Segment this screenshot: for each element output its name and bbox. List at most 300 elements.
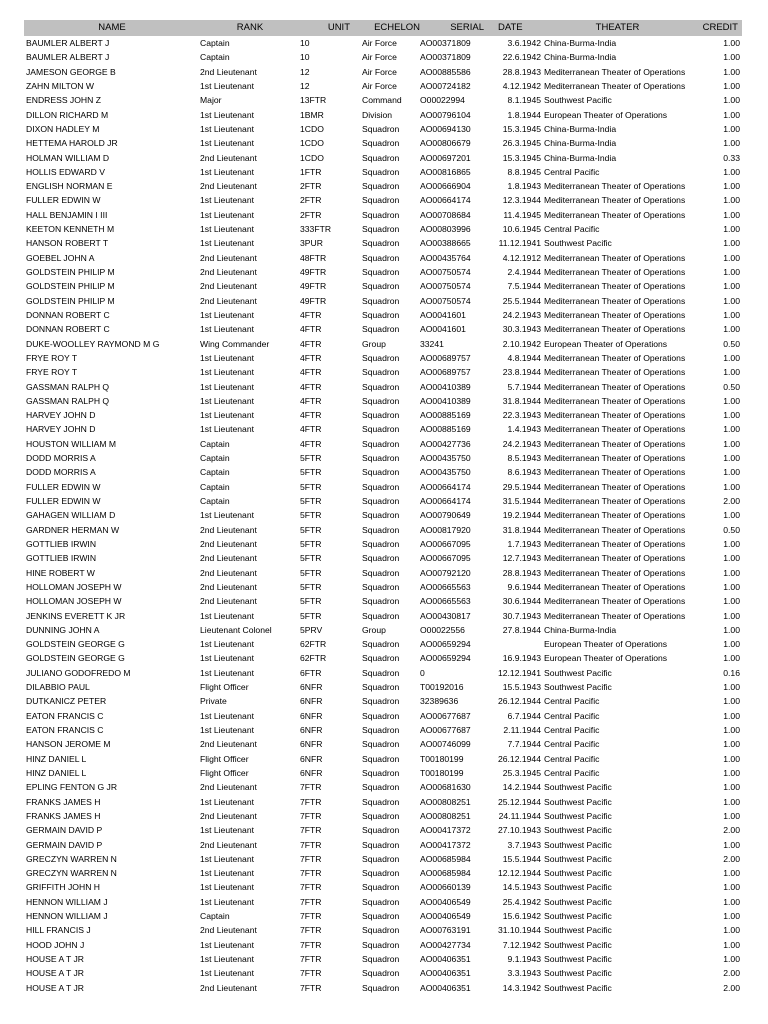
cell-serial: AO00697201: [420, 152, 471, 163]
table-row: [24, 637, 742, 651]
cell-rank: 1st Lieutenant: [200, 166, 254, 177]
cell-credit: 1.00: [723, 367, 740, 378]
table-row: [24, 50, 742, 64]
cell-serial: AO00746099: [420, 739, 471, 750]
cell-unit: 6NFR: [300, 725, 323, 735]
cell-credit: 1.00: [723, 467, 740, 478]
cell-date: 27.10.1943: [497, 825, 541, 836]
cell-echelon: Squadron: [362, 639, 400, 650]
cell-theater: Mediterranean Theater of Operations: [544, 467, 686, 478]
cell-rank: 1st Lieutenant: [200, 309, 254, 320]
cell-credit: 1.00: [723, 410, 740, 421]
cell-name: HOOD JOHN J: [26, 939, 85, 950]
cell-serial: AO0041601: [420, 309, 466, 320]
cell-name: KEETON KENNETH M: [26, 224, 115, 235]
cell-date: 14.3.1942: [502, 982, 541, 993]
cell-unit: 1CDO: [300, 138, 324, 149]
cell-date: 16.9.1943: [502, 653, 541, 664]
cell-credit: 0.16: [723, 667, 740, 678]
cell-serial: AO00885586: [420, 66, 471, 77]
cell-echelon: Squadron: [362, 295, 400, 306]
cell-serial: AO00410389: [420, 381, 471, 392]
cell-echelon: Squadron: [362, 782, 400, 793]
cell-theater: Southwest Pacific: [544, 911, 612, 922]
cell-serial: 0: [420, 667, 425, 678]
cell-rank: 2nd Lieutenant: [200, 281, 257, 292]
cell-name: DUTKANICZ PETER: [26, 696, 107, 707]
cell-credit: 1.00: [723, 567, 740, 578]
cell-date: 23.8.1944: [502, 367, 541, 378]
table-row: [24, 551, 742, 565]
cell-serial: T00180199: [420, 753, 464, 764]
cell-date: 3.6.1942: [507, 38, 541, 48]
cell-credit: 1.00: [723, 839, 740, 850]
cell-name: BAUMLER ALBERT J: [26, 52, 110, 63]
cell-date: 15.5.1943: [502, 682, 541, 693]
cell-serial: AO00677687: [420, 710, 471, 721]
cell-rank: 1st Lieutenant: [200, 123, 254, 134]
cell-theater: Southwest Pacific: [544, 896, 612, 907]
cell-serial: AO00750574: [420, 267, 471, 277]
cell-rank: Wing Commander: [200, 338, 270, 349]
cell-echelon: Air Force: [362, 80, 397, 91]
cell-date: 19.2.1944: [502, 510, 541, 521]
cell-theater: Southwest Pacific: [544, 882, 612, 893]
cell-theater: Mediterranean Theater of Operations: [544, 410, 686, 421]
cell-serial: AO00664174: [420, 496, 471, 506]
cell-echelon: Squadron: [362, 352, 400, 363]
cell-name: HOUSE A T JR: [26, 982, 84, 993]
table-row: [24, 566, 742, 580]
cell-echelon: Squadron: [362, 710, 400, 721]
cell-serial: AO00750574: [420, 281, 471, 292]
cell-name: DONNAN ROBERT C: [26, 324, 110, 335]
cell-date: 25.12.1944: [497, 796, 541, 807]
cell-theater: Central Pacific: [544, 753, 600, 764]
table-row: [24, 380, 742, 394]
cell-name: JENKINS EVERETT K JR: [26, 610, 126, 621]
cell-date: 9.1.1943: [507, 954, 541, 964]
cell-date: 6.7.1944: [507, 710, 541, 721]
table-row: [24, 651, 742, 665]
cell-serial: AO00885169: [420, 410, 471, 421]
cell-date: 1.4.1943: [507, 424, 541, 435]
cell-rank: 2nd Lieutenant: [200, 925, 257, 936]
cell-serial: AO00685984: [420, 868, 471, 879]
cell-theater: Central Pacific: [544, 224, 600, 235]
cell-credit: 1.00: [723, 725, 740, 735]
cell-theater: China-Burma-India: [544, 138, 617, 149]
cell-rank: 1st Lieutenant: [200, 639, 254, 650]
cell-name: DUKE-WOOLLEY RAYMOND M G: [26, 338, 160, 349]
cell-date: 8.5.1943: [507, 453, 541, 464]
table-row: [24, 594, 742, 608]
table-row: [24, 880, 742, 894]
table-row: [24, 780, 742, 794]
cell-credit: 1.00: [723, 624, 740, 635]
cell-credit: 1.00: [723, 195, 740, 206]
cell-unit: 5FTR: [300, 510, 322, 521]
cell-theater: Mediterranean Theater of Operations: [544, 567, 686, 578]
table-row: [24, 79, 742, 93]
cell-theater: Mediterranean Theater of Operations: [544, 181, 686, 192]
cell-serial: AO00808251: [420, 810, 471, 821]
cell-name: ENDRESS JOHN Z: [26, 95, 101, 106]
cell-rank: Captain: [200, 496, 230, 506]
cell-rank: Flight Officer: [200, 682, 249, 693]
cell-theater: Mediterranean Theater of Operations: [544, 195, 686, 206]
cell-theater: Mediterranean Theater of Operations: [544, 295, 686, 306]
cell-rank: 1st Lieutenant: [200, 610, 254, 621]
cell-name: GASSMAN RALPH Q: [26, 395, 110, 406]
cell-credit: 1.00: [723, 653, 740, 664]
cell-name: HILL FRANCIS J: [26, 925, 91, 936]
cell-name: HENNON WILLIAM J: [26, 896, 108, 907]
cell-name: FRYE ROY T: [26, 367, 78, 378]
cell-unit: 4FTR: [300, 381, 322, 392]
table-row: [24, 866, 742, 880]
cell-date: 11.12.1941: [498, 238, 541, 249]
cell-theater: Central Pacific: [544, 166, 600, 177]
cell-credit: 1.00: [723, 281, 740, 292]
cell-echelon: Squadron: [362, 209, 400, 220]
cell-credit: 1.00: [723, 696, 740, 707]
cell-name: DUNNING JOHN A: [26, 624, 100, 635]
cell-theater: European Theater of Operations: [544, 338, 668, 349]
table-row: [24, 766, 742, 780]
cell-serial: AO00406549: [420, 911, 471, 922]
cell-unit: 6NFR: [300, 739, 323, 750]
cell-name: EATON FRANCIS C: [26, 725, 104, 735]
cell-credit: 1.00: [723, 438, 740, 449]
cell-unit: 5FTR: [300, 481, 322, 492]
cell-unit: 4FTR: [300, 338, 322, 349]
cell-date: 30.7.1943: [502, 610, 541, 621]
cell-unit: 4FTR: [300, 395, 322, 406]
cell-name: GRECZYN WARREN N: [26, 868, 117, 879]
cell-theater: Southwest Pacific: [544, 954, 612, 964]
cell-echelon: Squadron: [362, 481, 400, 492]
cell-credit: 1.00: [723, 66, 740, 77]
cell-name: HANSON ROBERT T: [26, 238, 109, 249]
cell-date: 4.12.1912: [502, 252, 541, 263]
cell-serial: AO00659294: [420, 639, 471, 650]
cell-serial: AO00816865: [420, 166, 471, 177]
cell-rank: 1st Lieutenant: [200, 710, 254, 721]
cell-rank: 2nd Lieutenant: [200, 596, 257, 607]
cell-date: 12.3.1944: [502, 195, 541, 206]
cell-date: 27.8.1944: [502, 624, 541, 635]
cell-theater: Mediterranean Theater of Operations: [544, 209, 686, 220]
table-row: [24, 752, 742, 766]
cell-serial: AO00435764: [420, 252, 471, 263]
cell-name: JULIANO GODOFREDO M: [26, 667, 131, 678]
cell-serial: AO00427734: [420, 939, 471, 950]
table-row: [24, 465, 742, 479]
cell-credit: 1.00: [723, 181, 740, 192]
cell-rank: Flight Officer: [200, 767, 249, 778]
cell-unit: 5FTR: [300, 467, 322, 478]
credits-table: [24, 20, 742, 995]
cell-echelon: Squadron: [362, 381, 400, 392]
cell-name: DODD MORRIS A: [26, 453, 96, 464]
column-header-serial: SERIAL: [450, 22, 484, 33]
cell-echelon: Squadron: [362, 939, 400, 950]
cell-theater: Mediterranean Theater of Operations: [544, 367, 686, 378]
cell-date: 1.8.1943: [507, 181, 541, 192]
cell-date: 2.11.1944: [503, 725, 541, 735]
cell-name: FULLER EDWIN W: [26, 496, 101, 506]
cell-echelon: Squadron: [362, 954, 400, 964]
cell-name: FRANKS JAMES H: [26, 810, 101, 821]
table-row: [24, 36, 742, 50]
cell-serial: AO00694130: [420, 123, 471, 134]
cell-echelon: Command: [362, 95, 402, 106]
cell-theater: Southwest Pacific: [544, 238, 612, 249]
cell-rank: 1st Lieutenant: [200, 367, 254, 378]
cell-rank: 1st Lieutenant: [200, 796, 254, 807]
cell-credit: 1.00: [723, 682, 740, 693]
cell-serial: AO00665563: [420, 596, 471, 607]
cell-credit: 1.00: [723, 639, 740, 650]
column-header-credit: CREDIT: [702, 22, 738, 33]
cell-echelon: Squadron: [362, 395, 400, 406]
table-row: [24, 351, 742, 365]
cell-serial: AO00388665: [420, 238, 471, 249]
cell-theater: Mediterranean Theater of Operations: [544, 524, 686, 535]
cell-credit: 1.00: [723, 954, 740, 964]
cell-echelon: Squadron: [362, 596, 400, 607]
cell-name: GOLDSTEIN GEORGE G: [26, 653, 125, 664]
table-row: [24, 580, 742, 594]
cell-date: 15.5.1944: [502, 853, 541, 864]
cell-serial: AO00664174: [420, 481, 471, 492]
cell-echelon: Squadron: [362, 367, 400, 378]
cell-name: JAMESON GEORGE B: [26, 66, 116, 77]
cell-rank: 2nd Lieutenant: [200, 252, 257, 263]
cell-unit: 12: [300, 66, 310, 77]
table-row: [24, 909, 742, 923]
cell-unit: 4FTR: [300, 424, 322, 435]
cell-date: 15.6.1942: [502, 911, 541, 922]
cell-echelon: Squadron: [362, 610, 400, 621]
cell-credit: 0.50: [723, 381, 740, 392]
cell-rank: 2nd Lieutenant: [200, 839, 257, 850]
cell-date: 2.10.1942: [502, 338, 541, 349]
cell-serial: O00022994: [420, 95, 465, 106]
table-row: [24, 65, 742, 79]
cell-date: 30.3.1943: [502, 324, 541, 335]
cell-echelon: Squadron: [362, 224, 400, 235]
cell-echelon: Squadron: [362, 982, 400, 993]
cell-serial: AO00796104: [420, 109, 471, 120]
cell-date: 31.5.1944: [502, 496, 541, 506]
cell-unit: 4FTR: [300, 367, 322, 378]
cell-credit: 1.00: [723, 209, 740, 220]
cell-date: 11.4.1945: [503, 209, 541, 220]
cell-echelon: Squadron: [362, 868, 400, 879]
cell-rank: 2nd Lieutenant: [200, 553, 257, 564]
cell-echelon: Squadron: [362, 438, 400, 449]
cell-theater: Mediterranean Theater of Operations: [544, 352, 686, 363]
cell-date: 4.8.1944: [507, 352, 541, 363]
cell-rank: 1st Lieutenant: [200, 510, 254, 521]
cell-name: HINZ DANIEL L: [26, 753, 87, 764]
cell-echelon: Squadron: [362, 467, 400, 478]
cell-echelon: Squadron: [362, 882, 400, 893]
table-row: [24, 737, 742, 751]
cell-credit: 2.00: [723, 968, 740, 979]
cell-echelon: Squadron: [362, 238, 400, 249]
cell-echelon: Division: [362, 109, 393, 120]
cell-echelon: Squadron: [362, 553, 400, 564]
cell-date: 3.3.1943: [507, 968, 541, 979]
cell-name: ZAHN MILTON W: [26, 80, 94, 91]
cell-echelon: Squadron: [362, 152, 400, 163]
cell-serial: AO00750574: [420, 295, 471, 306]
cell-name: HINE ROBERT W: [26, 567, 95, 578]
cell-theater: China-Burma-India: [544, 123, 617, 134]
cell-date: 8.8.1945: [507, 166, 541, 177]
cell-date: 31.8.1944: [502, 524, 541, 535]
cell-echelon: Squadron: [362, 181, 400, 192]
cell-name: FULLER EDWIN W: [26, 481, 101, 492]
cell-theater: Mediterranean Theater of Operations: [544, 424, 686, 435]
cell-echelon: Squadron: [362, 324, 400, 335]
cell-echelon: Squadron: [362, 810, 400, 821]
cell-theater: Mediterranean Theater of Operations: [544, 267, 686, 277]
cell-serial: AO00660139: [420, 882, 471, 893]
cell-name: HARVEY JOHN D: [26, 410, 96, 421]
cell-unit: 7FTR: [300, 825, 322, 836]
cell-name: GOTTLIEB IRWIN: [26, 538, 97, 549]
cell-date: 25.5.1944: [502, 295, 541, 306]
table-row: [24, 852, 742, 866]
cell-date: 8.1.1945: [507, 95, 541, 106]
cell-echelon: Squadron: [362, 281, 400, 292]
cell-echelon: Squadron: [362, 166, 400, 177]
cell-credit: 1.00: [723, 796, 740, 807]
cell-theater: Mediterranean Theater of Operations: [544, 309, 686, 320]
cell-echelon: Squadron: [362, 123, 400, 134]
cell-unit: 6NFR: [300, 767, 323, 778]
cell-serial: AO00430817: [420, 610, 471, 621]
cell-credit: 1.00: [723, 238, 740, 249]
cell-rank: 1st Lieutenant: [200, 853, 254, 864]
cell-date: 24.11.1944: [498, 810, 541, 821]
cell-credit: 1.00: [723, 925, 740, 936]
cell-name: HANSON JEROME M: [26, 739, 111, 750]
cell-name: GOEBEL JOHN A: [26, 252, 95, 263]
cell-unit: 4FTR: [300, 309, 322, 320]
cell-credit: 1.00: [723, 510, 740, 521]
cell-unit: 333FTR: [300, 224, 332, 235]
cell-theater: Southwest Pacific: [544, 810, 612, 821]
cell-rank: Captain: [200, 52, 230, 63]
cell-unit: 5FTR: [300, 610, 322, 621]
cell-unit: 7FTR: [300, 954, 322, 964]
cell-unit: 4FTR: [300, 438, 322, 449]
cell-serial: AO00659294: [420, 653, 471, 664]
cell-unit: 7FTR: [300, 810, 322, 821]
cell-theater: Southwest Pacific: [544, 95, 612, 106]
cell-unit: 6FTR: [300, 667, 322, 678]
cell-unit: 7FTR: [300, 796, 322, 807]
cell-unit: 7FTR: [300, 782, 322, 793]
cell-rank: 1st Lieutenant: [200, 653, 254, 664]
cell-credit: 1.00: [723, 896, 740, 907]
cell-rank: 1st Lieutenant: [200, 109, 254, 120]
cell-theater: China-Burma-India: [544, 624, 617, 635]
cell-date: 7.12.1942: [502, 939, 541, 950]
cell-theater: China-Burma-India: [544, 52, 617, 63]
cell-name: FRYE ROY T: [26, 352, 78, 363]
cell-serial: AO00406351: [420, 982, 471, 993]
cell-rank: Captain: [200, 38, 230, 48]
cell-credit: 1.00: [723, 782, 740, 793]
cell-theater: Mediterranean Theater of Operations: [544, 252, 686, 263]
cell-date: 7.5.1944: [507, 281, 541, 292]
cell-serial: 33241: [420, 338, 444, 349]
column-header-date: DATE: [498, 22, 523, 33]
cell-unit: 12: [300, 80, 310, 91]
cell-name: FRANKS JAMES H: [26, 796, 101, 807]
table-row: [24, 193, 742, 207]
cell-date: 22.6.1942: [502, 52, 541, 63]
table-row: [24, 365, 742, 379]
cell-date: 25.4.1942: [502, 896, 541, 907]
cell-serial: AO00410389: [420, 395, 471, 406]
cell-unit: 7FTR: [300, 882, 322, 893]
cell-theater: China-Burma-India: [544, 152, 617, 163]
cell-unit: 10: [300, 38, 310, 48]
cell-name: EPLING FENTON G JR: [26, 782, 118, 793]
cell-credit: 1.00: [723, 52, 740, 63]
cell-theater: Mediterranean Theater of Operations: [544, 438, 686, 449]
cell-echelon: Group: [362, 338, 386, 349]
cell-serial: AO00371809: [420, 52, 471, 63]
cell-credit: 1.00: [723, 481, 740, 492]
cell-unit: 2FTR: [300, 209, 322, 220]
cell-name: ENGLISH NORMAN E: [26, 181, 113, 192]
cell-name: GRIFFITH JOHN H: [26, 882, 100, 893]
cell-echelon: Squadron: [362, 767, 400, 778]
cell-name: GAHAGEN WILLIAM D: [26, 510, 116, 521]
column-header-theater: THEATER: [595, 22, 640, 33]
table-row: [24, 966, 742, 980]
cell-credit: 1.00: [723, 95, 740, 106]
cell-serial: AO00763191: [420, 925, 471, 936]
cell-serial: AO00427736: [420, 438, 471, 449]
table-row: [24, 122, 742, 136]
cell-echelon: Squadron: [362, 309, 400, 320]
cell-credit: 1.00: [723, 295, 740, 306]
cell-unit: 62FTR: [300, 639, 327, 650]
cell-theater: Mediterranean Theater of Operations: [544, 381, 686, 392]
cell-rank: 1st Lieutenant: [200, 825, 254, 836]
cell-unit: 4FTR: [300, 410, 322, 421]
cell-credit: 2.00: [723, 982, 740, 993]
cell-date: 31.10.1944: [497, 925, 541, 936]
cell-unit: 5FTR: [300, 596, 322, 607]
cell-name: HARVEY JOHN D: [26, 424, 96, 435]
table-row: [24, 136, 742, 150]
cell-serial: AO00406549: [420, 896, 471, 907]
cell-unit: 6NFR: [300, 682, 323, 693]
cell-unit: 13FTR: [300, 95, 327, 106]
cell-echelon: Squadron: [362, 911, 400, 922]
cell-theater: Mediterranean Theater of Operations: [544, 281, 686, 292]
